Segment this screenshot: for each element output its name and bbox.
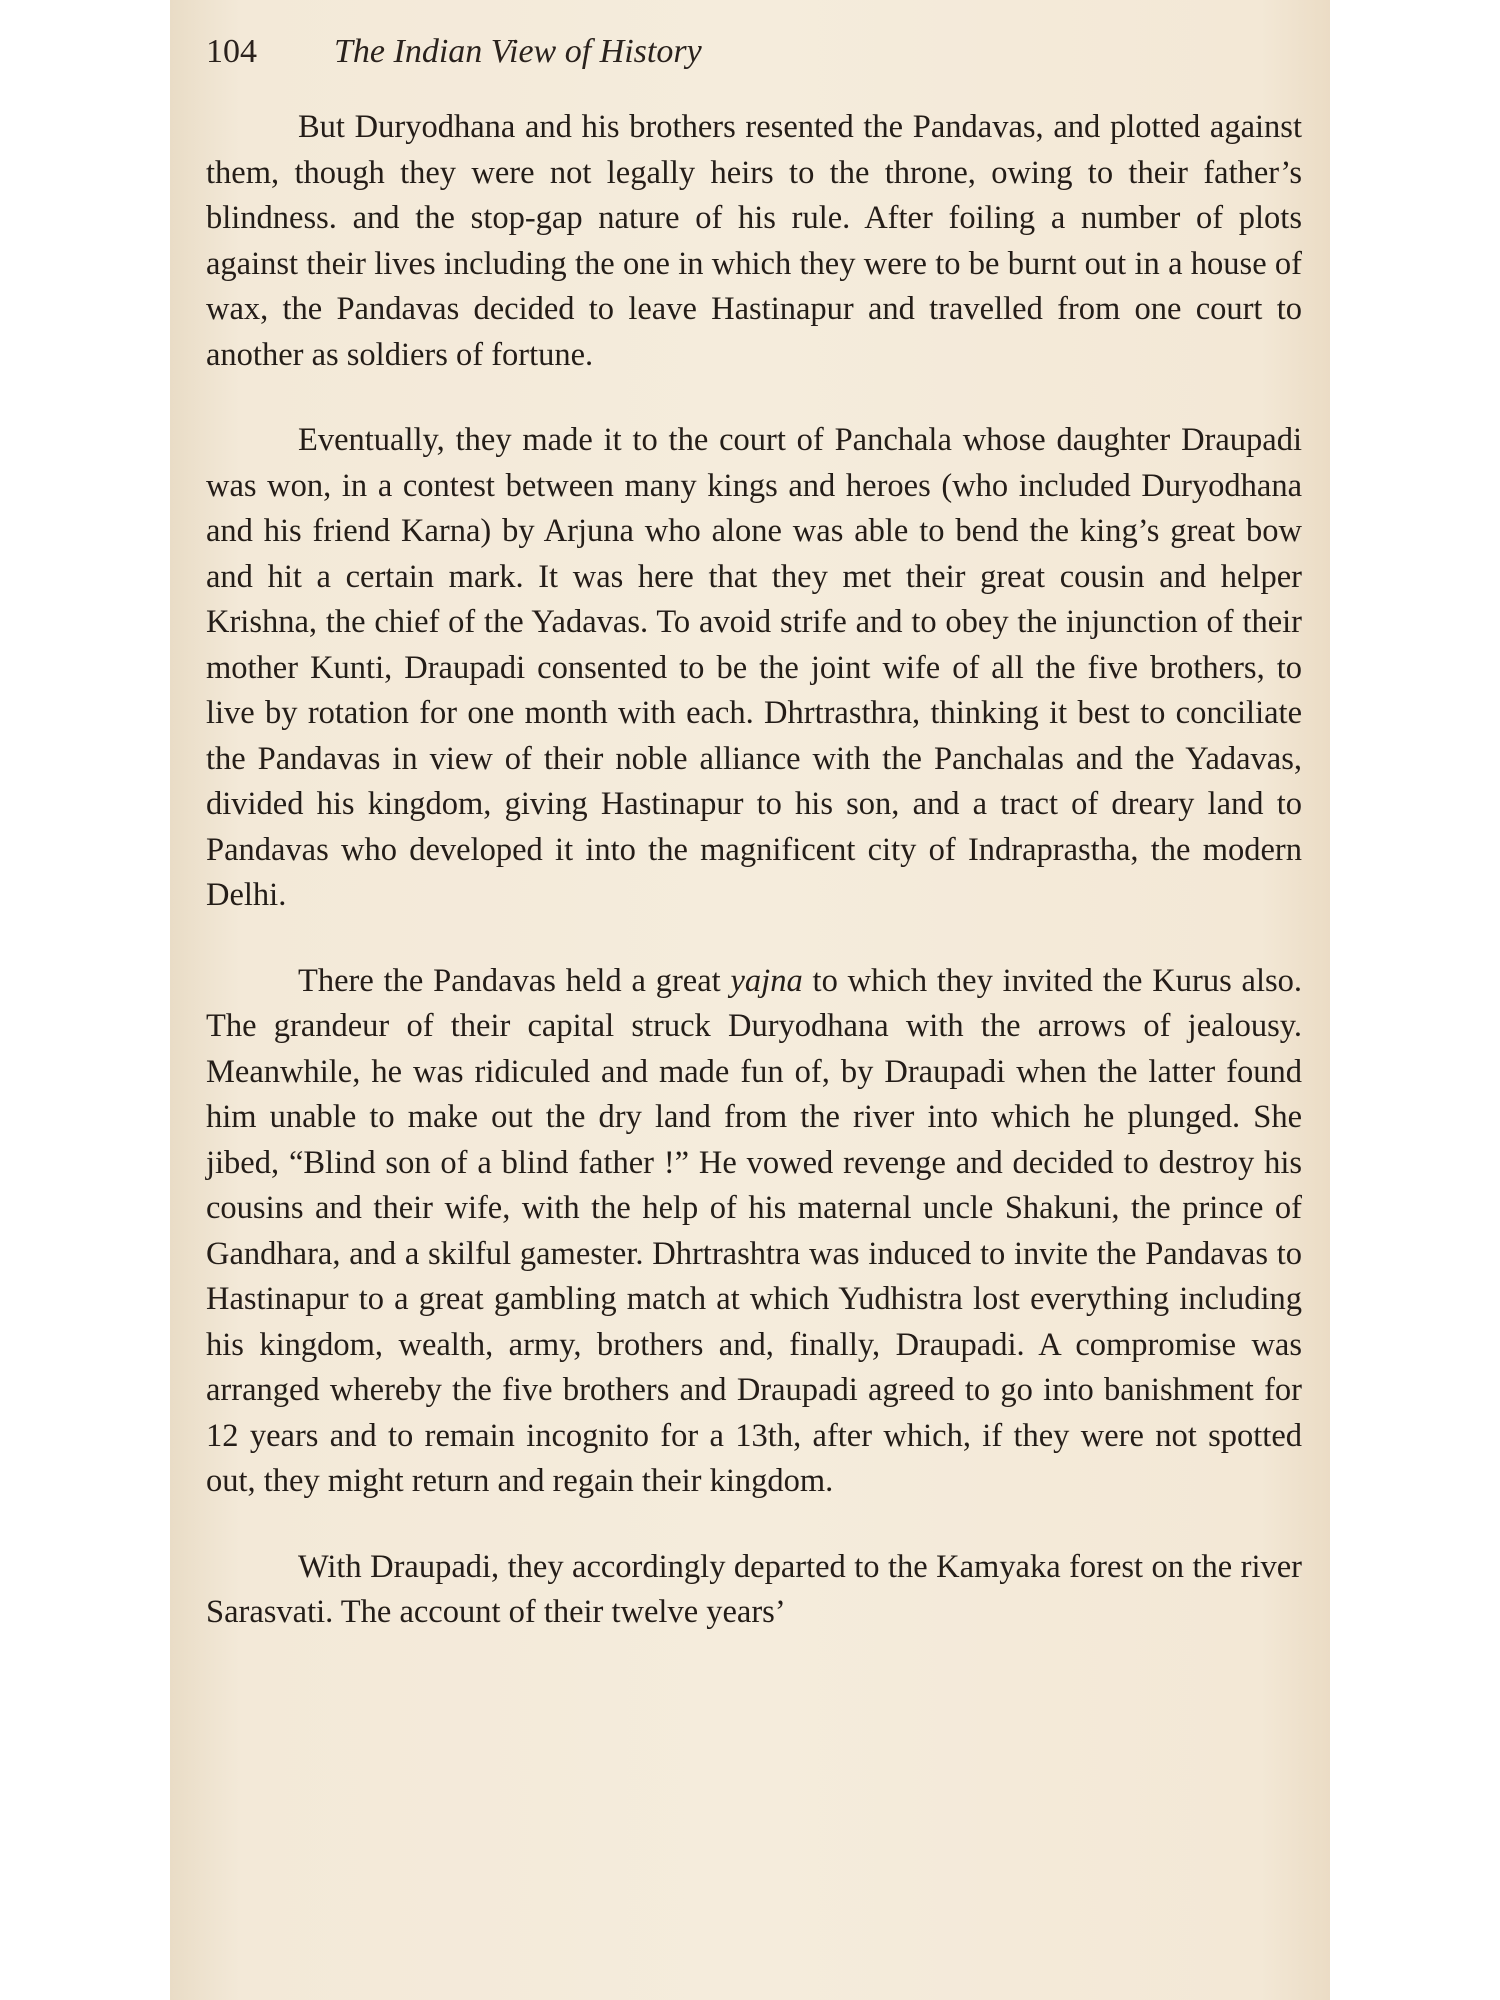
paragraph — [206, 959, 1302, 1505]
paragraph-text: Eventually, they made it to the court of Panchala whose daughter Draupadi was won, in a contest between many kings and heroes (who included Duryodhana and his friend Karna) by Arjuna who alone was able to bend the king’s great bow and hit a certain mark. It was here that they met their great cousin and helper Krishna, the chief of the Yadavas. To avoid strife and to obey the injunction of their mother Kunti, Draupadi consented to be the joint wife of all the five brothers, to live by rotation for one month with each. Dhrtrasthra, thinking it best to conciliate the Pandavas in view of their noble alliance with the Panchalas and the Yadavas, divided his kingdom, giving Hastinapur to his son, and a tract of dreary land to Pandavas who developed it into the magnificent city of Indraprastha, the modern Delhi. — [206, 422, 1302, 913]
paragraph — [206, 1545, 1302, 1636]
italic-term: yajna — [730, 962, 803, 999]
paragraph-text: to which they invited the Kurus also. The grandeur of their capital struck Duryodhana with the arrows of jealousy. Meanwhile, he was ridiculed and made fun of, by Draupadi when the latter found him unable to make out the dry land from the river into which he plunged. She jibed, “Blind son of a blind father !” He vowed revenge and decided to destroy his cousins and their wife, with the help of his maternal uncle Shakuni, the prince of Gandhara, and a skilful gamester. Dhrtrashtra was induced to invite the Pandavas to Hastinapur to a great gambling match at which Yudhistra lost everything including his kingdom, wealth, army, brothers and, finally, Draupadi. A compromise was arranged whereby the five brothers and Draupadi agreed to go into banishment for 12 years and to remain incognito for a 13th, after which, if they were not spotted out, they might return and regain their kingdom. — [206, 962, 1303, 1499]
page-body — [206, 105, 1302, 1636]
paragraph — [206, 105, 1302, 378]
page-header — [206, 30, 1306, 74]
book-page — [170, 0, 1330, 2000]
paragraph — [206, 418, 1302, 919]
paragraph-text: With Draupadi, they accordingly departed to the Kamyaka forest on the river Sarasvati. The account of their twelve years’ — [206, 1548, 1302, 1630]
running-title: The Indian View of History — [334, 33, 702, 70]
paragraph-text: There the Pandavas held a great — [298, 962, 731, 999]
paragraph-text: But Duryodhana and his brothers resented the Pandavas, and plotted against them, though they were not legally heirs to the throne, owing to their father’s blindness. and the stop-gap nature of his rule. After foiling a number of plots against their lives including the one in which they were to be burnt out in a house of wax, the Pandavas decided to leave Hastinapur and travelled from one court to another as soldiers of fortune. — [206, 109, 1302, 373]
page-number: 104 — [206, 33, 257, 70]
